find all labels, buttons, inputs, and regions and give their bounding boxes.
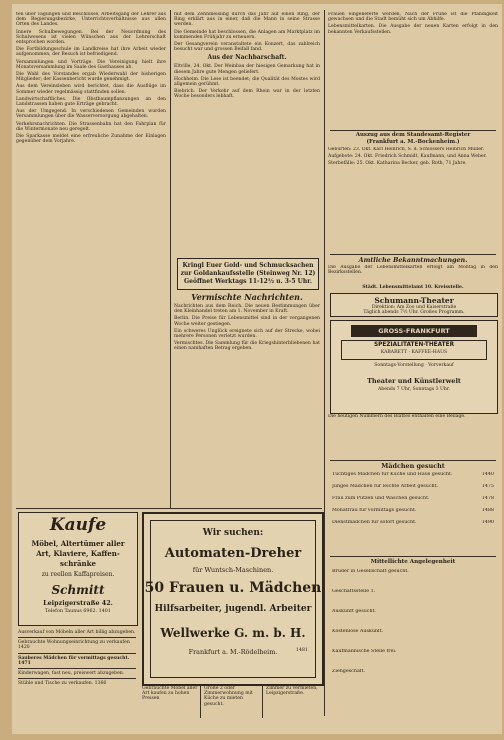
ad-line: Geöffnet Werktags 11-12½ u. 3-5 Uhr. xyxy=(184,278,312,285)
register-entry: Aufgebote: 24. Okt. Friedrich Schmidt, Kaufmann, und Anna Weber. xyxy=(328,154,487,160)
small-ad: Die heutigen Nummern des Blattes enthalten eine Beilage. xyxy=(328,414,466,419)
classified2-item: Geschäftsstelle 1. xyxy=(332,589,376,594)
classified-text: Junges Mädchen für leichte Arbeit gesucht. xyxy=(332,484,439,489)
recruitment-ad-box xyxy=(142,512,324,686)
classified-item xyxy=(332,508,494,513)
classified2-item: Bruder in Gesellschaft gesucht. xyxy=(332,569,409,574)
classified2-item: Ziehgeschäft. xyxy=(332,669,366,674)
ad-number: 1481 xyxy=(295,648,308,653)
recruitment-detail: für Wuntsch-Maschinen. xyxy=(192,566,274,574)
article-paragraph: Ein schweres Unglück ereignete sich auf der Strecke, wobei mehrere Personen verletzt wurden. xyxy=(174,328,320,340)
section-rule xyxy=(330,460,496,461)
theater2-subtitle: Abends 7 Uhr, Sonntags 3 Uhr. xyxy=(377,387,451,392)
column-divider xyxy=(200,686,201,718)
kaufe-phone: Telefon Taunus 6962. 1401 xyxy=(45,609,111,614)
register-subheading: (Frankfurt a. M.-Bockenheim.) xyxy=(366,139,460,145)
section-heading: Vermischte Nachrichten. xyxy=(191,292,303,302)
article-paragraph: Berlin. Die Preise für Lebensmittel sind in der vergangenen Woche weiter gestiegen. xyxy=(174,316,320,327)
classified-number: 1488 xyxy=(481,508,494,513)
register-text xyxy=(328,147,498,217)
column-divider xyxy=(170,10,171,508)
gold-ad-box xyxy=(177,258,319,290)
middle-column-bottom xyxy=(174,292,320,506)
section-rule xyxy=(330,254,496,255)
article-paragraph: Lebensmittelkarten. Die Ausgabe der neuen Karten erfolgt in den bekannten Verkaufsstellen. xyxy=(328,24,498,35)
kaufe-title: Kaufe xyxy=(49,515,107,535)
article-paragraph: Aus der Umgegend. In verschiedenen Gemeinden wurden Versammlungen über die Wasserversorgung abgehalten. xyxy=(16,109,166,120)
article-paragraph: Eltville, 24. Okt. Der Weinbau der hiesigen Gemarkung hat in diesem Jahre gute Mengen geliefert. xyxy=(174,64,320,75)
theater-ad-box xyxy=(330,293,498,317)
notice-body: Die Ausgabe der Lebensmittelkarten erfolgt am Montag in den Bezirksstellen. xyxy=(328,265,498,276)
classified-list xyxy=(328,472,498,552)
article-paragraph: Nachrichten aus dem Reich. Die neuen Bestimmungen über den Kleinhandel treten am 1. November in Kraft. xyxy=(174,304,320,315)
kaufe-street: Leipzigerstraße 42. xyxy=(43,599,113,607)
small-ad-text xyxy=(328,414,498,458)
section-rule xyxy=(16,508,322,509)
classified-heading: Mädchen gesucht xyxy=(381,462,445,470)
notice-heading: Amtliche Bekanntmachungen. xyxy=(358,256,468,264)
article-paragraph: Frauen eingelieferte werden, Nach der Frühe ist die Pfändigkeit gewachsen und die Stadt bemüht sich um Abhilfe. xyxy=(328,12,498,23)
theater-title: Schumann-Theater xyxy=(374,296,454,305)
ad-line: zur Goldankaufsstelle (Steinweg Nr. 12) xyxy=(180,270,316,277)
classified-item xyxy=(332,496,494,501)
article-paragraph: Verkehrsnachrichten. Die Strassenbahn hat den Fahrplan für die Wintermonate neu geregelt. xyxy=(16,121,166,132)
classified-text: Frau zum Putzen und Waschen gesucht. xyxy=(332,496,430,501)
article-paragraph: Aus dem Vereinsleben wird berichtet, dass die Ausflüge im Sommer wieder regelmässig stattfinden sollen. xyxy=(16,84,166,95)
classified2-item: Kostenlose Auskunft. xyxy=(332,629,384,634)
article-paragraph: Versammlungen und Vorträge. Die Vereinigung hielt ihre Monatsversammlung im Saale des Gasthauses ab. xyxy=(16,59,166,70)
section-rule xyxy=(330,556,496,557)
bottom-ad: Gebrauchte Möbel aller Art kaufen zu hohen Preisen xyxy=(142,686,198,702)
classified-number: 1475 xyxy=(481,484,494,489)
register-entry: Geburten: 23. Okt. Karl Heinrich, S. d. Schlossers Heinrich Müller. xyxy=(328,147,485,152)
article-paragraph: Landwirtschaftliches. Die Obstbaumpflanzungen an den Landstrassen haben gute Erträge gebracht. xyxy=(16,96,166,108)
notice-text xyxy=(328,265,498,283)
kaufe-line: Möbel, Altertümer aller xyxy=(31,539,125,548)
article-paragraph: Die Fortbildungsschule im Landkreise hat ihre Arbeit wieder aufgenommen, der Besuch ist befriedigend. xyxy=(16,47,166,58)
left-small-ads xyxy=(18,628,136,720)
article-paragraph: Die Wahl des Vorstandes ergab Wiederwahl der bisherigen Mitglieder; der Kassenbericht wurde genehmigt. xyxy=(16,72,166,83)
small-ad: Sauberes Mädchen für vormittags gesucht. 1471 xyxy=(18,654,136,669)
recruitment-heading: Wir suchen: xyxy=(202,528,264,538)
theater-text: Täglich abends 7½ Uhr. Großes Programm. xyxy=(363,310,465,315)
register-heading: Auszug aus dem Standesamt-Register xyxy=(355,132,471,138)
article-paragraph: Der Gesangverein veranstaltete ein Konzert, das zahlreich besucht war und grossen Beifall fand. xyxy=(174,42,320,53)
kaufe-name: Schmitt xyxy=(51,583,105,597)
article-paragraph: Hochheim. Die Lese ist beendet; die Qualität des Mostes wird allgemein gerühmt. xyxy=(174,76,320,88)
middle-column-top xyxy=(174,12,320,262)
gross-subtitle2: KABARETT · KAFFEE-HAUS xyxy=(380,350,448,355)
bottom-ad: Große 2 oder Zimmerwohnung mit Küche zu mieten gesucht. xyxy=(204,686,253,707)
recruitment-job: 50 Frauen u. Mädchen xyxy=(144,580,322,596)
gross-frankfurt-ad-box xyxy=(330,320,498,414)
classified-item xyxy=(332,520,494,525)
classified2-item: Kaufmännische Stelle frei. xyxy=(332,649,397,654)
classified-item xyxy=(332,484,494,489)
small-ad: Gebrauchte Wohnungseinrichtung zu verkaufen 1420 xyxy=(18,638,136,653)
theater2-title: Theater und Künstlerwelt xyxy=(367,377,461,385)
recruitment-address: Frankfurt a. M.-Rödelheim. xyxy=(188,648,278,656)
classified2-item: Auskunft gesucht. xyxy=(332,609,377,614)
section-rule xyxy=(330,130,496,131)
small-ad: Ausverkauf von Möbeln aller Art billig abzugeben. xyxy=(18,628,136,638)
bottom-ads xyxy=(142,686,320,720)
classified-number: 1478 xyxy=(481,496,494,501)
recruitment-job: Automaten-Dreher xyxy=(164,546,302,561)
column-divider xyxy=(324,10,325,716)
classified-number: 1490 xyxy=(481,520,494,525)
small-ad: Kinderwagen, fast neu, preiswert abzugeben. xyxy=(18,669,136,679)
article-paragraph: ten über Tagungen und Beschlüsse, Arbeitsgang der Lehrer aus dem Regierungsbezirke, Unterrichtsverhältnisse aus allen Orten des Landes. xyxy=(16,12,166,28)
classified-text: Tüchtiges Mädchen für Küche und Haus gesucht. xyxy=(332,472,453,477)
kaufe-line: Art, Klaviere, Kaffen- xyxy=(36,549,120,558)
gross-subtitle: SPEZIALITÄTEN-THEATER xyxy=(373,342,455,348)
right-column-top xyxy=(328,12,498,72)
classified-item xyxy=(332,472,494,477)
classified2-list xyxy=(328,569,498,709)
section-heading: Aus der Nachbarschaft. xyxy=(207,54,287,62)
column-divider xyxy=(262,686,263,718)
classified-text: Monatfrau für vormittags gesucht. xyxy=(332,508,417,513)
left-column-text xyxy=(16,12,166,510)
ad-line: Kringl Euer Gold- und Schmucksachen xyxy=(182,262,314,269)
kaufe-line: schränke xyxy=(60,559,96,568)
recruitment-job: Hilfsarbeiter, jugendl. Arbeiter xyxy=(154,604,312,614)
recruitment-company: Wellwerke G. m. b. H. xyxy=(160,626,306,640)
article-paragraph: Innere Schulbewegungen. Bei der Neuordnung des Schulwesens ist vielen Wünschen aus der Lehrerschaft entsprochen worden. xyxy=(16,29,166,46)
gross-text: Sonntags-Vorstellung · Vorverkauf xyxy=(374,363,454,368)
article-paragraph: Vermischtes. Die Sammlung für die Kriegshinterbliebenen hat einen namhaften Betrag ergeben. xyxy=(174,341,320,352)
small-ad: Stühle und Tische zu verkaufen. 1366 xyxy=(18,681,107,687)
bottom-ad: Zimmer zu vermieten, Leipzigerstraße. xyxy=(266,686,318,697)
classified-text: Dienstmädchen für sofort gesucht. xyxy=(332,520,417,525)
notice-signature: Städt. Lebensmittelamt 10. Kreisstelle. xyxy=(362,285,464,290)
article-paragraph: Die Gemeinde hat beschlossen, die Anlagen am Marktplatz im kommenden Frühjahr zu erneuern. xyxy=(174,29,320,40)
newspaper-page xyxy=(12,4,502,734)
kaufe-ad-box xyxy=(18,512,138,626)
classified2-heading: Mittellichte Angelegenheit xyxy=(370,559,456,565)
article-paragraph: Die Sparkasse meldet eine erfreuliche Zunahme der Einlagen gegenüber dem Vorjahre. xyxy=(16,134,166,145)
gross-title: GROSS-FRANKFURT xyxy=(351,325,477,337)
theater-subtitle: Direktion: Am Zoo und Kaiserstraße xyxy=(371,305,457,310)
kaufe-line: zu reellen Kaffapreisen. xyxy=(41,571,115,578)
register-entry: Sterbefälle: 25. Okt. Katharina Becker, geb. Roth, 71 Jahre. xyxy=(328,161,467,167)
article-paragraph: Biebrich. Der Verkehr auf dem Rhein war in der letzten Woche besonders lebhaft. xyxy=(174,89,320,100)
classified-number: 1440 xyxy=(481,472,494,477)
article-paragraph: mit dem Zehnmeisling durch das Jahr auf einen Ring, der Ring erklärt aus in einer, daß die Mann in seine Strasse werden. xyxy=(174,12,320,28)
